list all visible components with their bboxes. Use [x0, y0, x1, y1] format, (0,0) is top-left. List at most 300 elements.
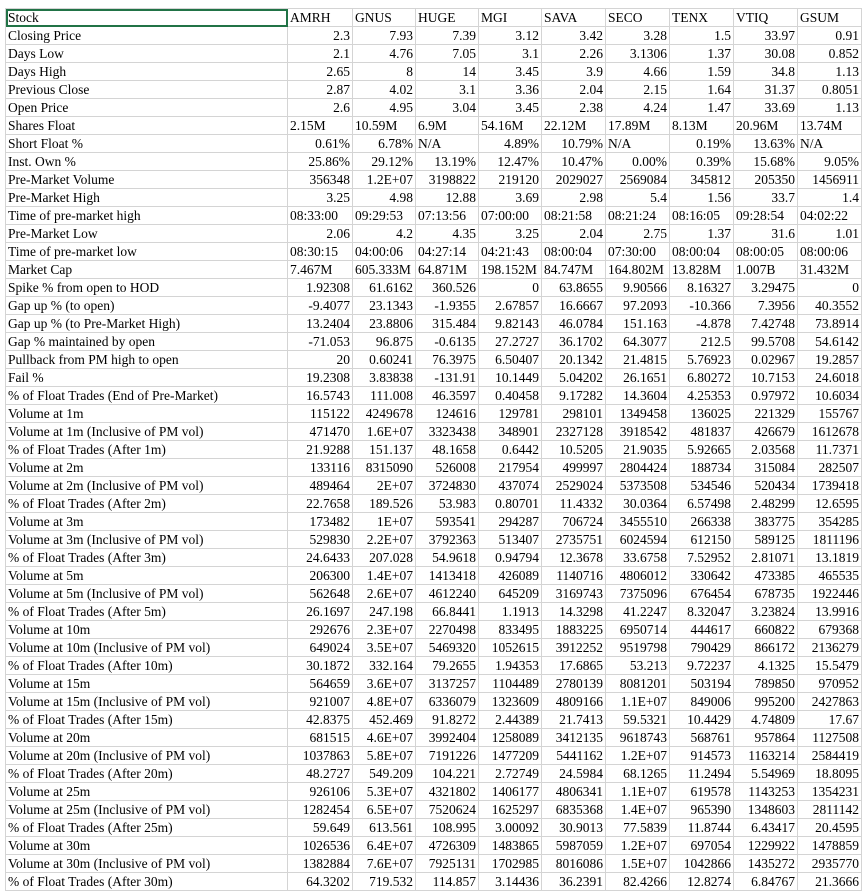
- value-cell[interactable]: 2.04: [542, 81, 606, 99]
- value-cell[interactable]: 84.747M: [542, 261, 606, 279]
- value-cell[interactable]: 5.8E+07: [353, 747, 416, 765]
- value-cell[interactable]: 04:02:22: [798, 207, 862, 225]
- value-cell[interactable]: 3198822: [416, 171, 479, 189]
- row-label-cell[interactable]: Gap up % (to Pre-Market High): [6, 315, 288, 333]
- value-cell[interactable]: 1042866: [670, 855, 734, 873]
- value-cell[interactable]: 4.35: [416, 225, 479, 243]
- value-cell[interactable]: 20.1342: [542, 351, 606, 369]
- value-cell[interactable]: 2270498: [416, 621, 479, 639]
- header-cell-ticker[interactable]: MGI: [479, 9, 542, 27]
- value-cell[interactable]: 3.83838: [353, 369, 416, 387]
- value-cell[interactable]: 1.94353: [479, 657, 542, 675]
- value-cell[interactable]: 7925131: [416, 855, 479, 873]
- value-cell[interactable]: 08:00:06: [798, 243, 862, 261]
- value-cell[interactable]: 2.26: [542, 45, 606, 63]
- value-cell[interactable]: 849006: [670, 693, 734, 711]
- value-cell[interactable]: 4.25353: [670, 387, 734, 405]
- value-cell[interactable]: 1E+07: [353, 513, 416, 531]
- value-cell[interactable]: 676454: [670, 585, 734, 603]
- value-cell[interactable]: 1354231: [798, 783, 862, 801]
- value-cell[interactable]: 7.3956: [734, 297, 798, 315]
- row-label-cell[interactable]: Shares Float: [6, 117, 288, 135]
- row-label-cell[interactable]: Inst. Own %: [6, 153, 288, 171]
- value-cell[interactable]: 19.2857: [798, 351, 862, 369]
- value-cell[interactable]: 444617: [670, 621, 734, 639]
- row-label-cell[interactable]: Volume at 1m: [6, 405, 288, 423]
- value-cell[interactable]: 3323438: [416, 423, 479, 441]
- value-cell[interactable]: 20.96M: [734, 117, 798, 135]
- value-cell[interactable]: 1026536: [288, 837, 353, 855]
- value-cell[interactable]: 48.2727: [288, 765, 353, 783]
- value-cell[interactable]: 23.8806: [353, 315, 416, 333]
- value-cell[interactable]: 13.2404: [288, 315, 353, 333]
- value-cell[interactable]: 2.87: [288, 81, 353, 99]
- value-cell[interactable]: 926106: [288, 783, 353, 801]
- value-cell[interactable]: 54.9618: [416, 549, 479, 567]
- value-cell[interactable]: 471470: [288, 423, 353, 441]
- value-cell[interactable]: 2.48299: [734, 495, 798, 513]
- value-cell[interactable]: 3.29475: [734, 279, 798, 297]
- value-cell[interactable]: 1282454: [288, 801, 353, 819]
- value-cell[interactable]: 16.5743: [288, 387, 353, 405]
- value-cell[interactable]: 48.1658: [416, 441, 479, 459]
- value-cell[interactable]: 3.25: [479, 225, 542, 243]
- value-cell[interactable]: 5.54969: [734, 765, 798, 783]
- value-cell[interactable]: 12.88: [416, 189, 479, 207]
- value-cell[interactable]: 1.13: [798, 63, 862, 81]
- row-label-cell[interactable]: % of Float Trades (After 15m): [6, 711, 288, 729]
- value-cell[interactable]: 4.66: [606, 63, 670, 81]
- value-cell[interactable]: 212.5: [670, 333, 734, 351]
- value-cell[interactable]: 1702985: [479, 855, 542, 873]
- value-cell[interactable]: 79.2655: [416, 657, 479, 675]
- value-cell[interactable]: -131.91: [416, 369, 479, 387]
- value-cell[interactable]: 513407: [479, 531, 542, 549]
- value-cell[interactable]: 520434: [734, 477, 798, 495]
- value-cell[interactable]: 330642: [670, 567, 734, 585]
- value-cell[interactable]: 7.42748: [734, 315, 798, 333]
- value-cell[interactable]: 1229922: [734, 837, 798, 855]
- value-cell[interactable]: 7.39: [416, 27, 479, 45]
- value-cell[interactable]: 7.52952: [670, 549, 734, 567]
- value-cell[interactable]: 53.213: [606, 657, 670, 675]
- value-cell[interactable]: 7.05: [416, 45, 479, 63]
- value-cell[interactable]: 6.57498: [670, 495, 734, 513]
- value-cell[interactable]: 10.4429: [670, 711, 734, 729]
- value-cell[interactable]: 3.45: [479, 99, 542, 117]
- value-cell[interactable]: 7.6E+07: [353, 855, 416, 873]
- value-cell[interactable]: 8.16327: [670, 279, 734, 297]
- value-cell[interactable]: 2.81071: [734, 549, 798, 567]
- value-cell[interactable]: 5.76923: [670, 351, 734, 369]
- value-cell[interactable]: 3.69: [479, 189, 542, 207]
- value-cell[interactable]: 9.72237: [670, 657, 734, 675]
- row-label-cell[interactable]: % of Float Trades (After 2m): [6, 495, 288, 513]
- value-cell[interactable]: 5469320: [416, 639, 479, 657]
- value-cell[interactable]: 2E+07: [353, 477, 416, 495]
- row-label-cell[interactable]: Volume at 3m (Inclusive of PM vol): [6, 531, 288, 549]
- value-cell[interactable]: 6.4E+07: [353, 837, 416, 855]
- value-cell[interactable]: 298101: [542, 405, 606, 423]
- value-cell[interactable]: 104.221: [416, 765, 479, 783]
- value-cell[interactable]: 155767: [798, 405, 862, 423]
- value-cell[interactable]: 4.95: [353, 99, 416, 117]
- value-cell[interactable]: 20.4595: [798, 819, 862, 837]
- row-label-cell[interactable]: Closing Price: [6, 27, 288, 45]
- value-cell[interactable]: 3.9: [542, 63, 606, 81]
- value-cell[interactable]: 354285: [798, 513, 862, 531]
- value-cell[interactable]: 1483865: [479, 837, 542, 855]
- row-label-cell[interactable]: Volume at 2m (Inclusive of PM vol): [6, 477, 288, 495]
- value-cell[interactable]: 91.8272: [416, 711, 479, 729]
- value-cell[interactable]: 645209: [479, 585, 542, 603]
- value-cell[interactable]: 473385: [734, 567, 798, 585]
- row-label-cell[interactable]: Volume at 5m: [6, 567, 288, 585]
- value-cell[interactable]: 21.9035: [606, 441, 670, 459]
- row-label-cell[interactable]: Gap % maintained by open: [6, 333, 288, 351]
- value-cell[interactable]: 1.2E+07: [606, 747, 670, 765]
- value-cell[interactable]: 8016086: [542, 855, 606, 873]
- row-label-cell[interactable]: Time of pre-market low: [6, 243, 288, 261]
- value-cell[interactable]: 12.6595: [798, 495, 862, 513]
- value-cell[interactable]: 3792363: [416, 531, 479, 549]
- value-cell[interactable]: 09:28:54: [734, 207, 798, 225]
- value-cell[interactable]: 1.5E+07: [606, 855, 670, 873]
- value-cell[interactable]: 2.38: [542, 99, 606, 117]
- value-cell[interactable]: 660822: [734, 621, 798, 639]
- value-cell[interactable]: 5.4: [606, 189, 670, 207]
- value-cell[interactable]: 3.04: [416, 99, 479, 117]
- value-cell[interactable]: 66.8441: [416, 603, 479, 621]
- value-cell[interactable]: 549.209: [353, 765, 416, 783]
- value-cell[interactable]: 2.65: [288, 63, 353, 81]
- value-cell[interactable]: 2.6: [288, 99, 353, 117]
- row-label-cell[interactable]: Volume at 25m (Inclusive of PM vol): [6, 801, 288, 819]
- value-cell[interactable]: 1.64: [670, 81, 734, 99]
- value-cell[interactable]: 1.01: [798, 225, 862, 243]
- value-cell[interactable]: 20: [288, 351, 353, 369]
- value-cell[interactable]: 68.1265: [606, 765, 670, 783]
- value-cell[interactable]: 1258089: [479, 729, 542, 747]
- value-cell[interactable]: 526008: [416, 459, 479, 477]
- value-cell[interactable]: 481837: [670, 423, 734, 441]
- value-cell[interactable]: -1.9355: [416, 297, 479, 315]
- value-cell[interactable]: 2.06: [288, 225, 353, 243]
- value-cell[interactable]: 13.9916: [798, 603, 862, 621]
- value-cell[interactable]: 07:00:00: [479, 207, 542, 225]
- value-cell[interactable]: 3.5E+07: [353, 639, 416, 657]
- value-cell[interactable]: 34.8: [734, 63, 798, 81]
- value-cell[interactable]: 7375096: [606, 585, 670, 603]
- value-cell[interactable]: 965390: [670, 801, 734, 819]
- value-cell[interactable]: 46.0784: [542, 315, 606, 333]
- value-cell[interactable]: 21.9288: [288, 441, 353, 459]
- value-cell[interactable]: 315.484: [416, 315, 479, 333]
- value-cell[interactable]: 534546: [670, 477, 734, 495]
- value-cell[interactable]: 30.08: [734, 45, 798, 63]
- row-label-cell[interactable]: Volume at 5m (Inclusive of PM vol): [6, 585, 288, 603]
- value-cell[interactable]: 678735: [734, 585, 798, 603]
- value-cell[interactable]: 2.6E+07: [353, 585, 416, 603]
- value-cell[interactable]: 25.86%: [288, 153, 353, 171]
- row-label-cell[interactable]: Volume at 1m (Inclusive of PM vol): [6, 423, 288, 441]
- value-cell[interactable]: 282507: [798, 459, 862, 477]
- value-cell[interactable]: 2.3E+07: [353, 621, 416, 639]
- value-cell[interactable]: 31.432M: [798, 261, 862, 279]
- value-cell[interactable]: 2.2E+07: [353, 531, 416, 549]
- row-label-cell[interactable]: Open Price: [6, 99, 288, 117]
- value-cell[interactable]: 1.2E+07: [606, 837, 670, 855]
- value-cell[interactable]: 17.6865: [542, 657, 606, 675]
- value-cell[interactable]: 82.4266: [606, 873, 670, 891]
- value-cell[interactable]: 4806341: [542, 783, 606, 801]
- row-label-cell[interactable]: % of Float Trades (After 3m): [6, 549, 288, 567]
- header-cell-ticker[interactable]: SECO: [606, 9, 670, 27]
- value-cell[interactable]: 356348: [288, 171, 353, 189]
- value-cell[interactable]: 04:27:14: [416, 243, 479, 261]
- value-cell[interactable]: 0.80701: [479, 495, 542, 513]
- value-cell[interactable]: 4.1325: [734, 657, 798, 675]
- value-cell[interactable]: 1413418: [416, 567, 479, 585]
- value-cell[interactable]: 1349458: [606, 405, 670, 423]
- value-cell[interactable]: 64.3077: [606, 333, 670, 351]
- value-cell[interactable]: 0: [479, 279, 542, 297]
- value-cell[interactable]: 31.37: [734, 81, 798, 99]
- row-label-cell[interactable]: Volume at 20m (Inclusive of PM vol): [6, 747, 288, 765]
- value-cell[interactable]: 3992404: [416, 729, 479, 747]
- value-cell[interactable]: 1406177: [479, 783, 542, 801]
- value-cell[interactable]: 1.2E+07: [353, 171, 416, 189]
- header-cell-ticker[interactable]: GNUS: [353, 9, 416, 27]
- value-cell[interactable]: 24.6433: [288, 549, 353, 567]
- value-cell[interactable]: 3412135: [542, 729, 606, 747]
- value-cell[interactable]: 613.561: [353, 819, 416, 837]
- value-cell[interactable]: 4.98: [353, 189, 416, 207]
- value-cell[interactable]: 2427863: [798, 693, 862, 711]
- row-label-cell[interactable]: Spike % from open to HOD: [6, 279, 288, 297]
- value-cell[interactable]: 189.526: [353, 495, 416, 513]
- value-cell[interactable]: 7191226: [416, 747, 479, 765]
- value-cell[interactable]: 2.3: [288, 27, 353, 45]
- row-label-cell[interactable]: % of Float Trades (After 10m): [6, 657, 288, 675]
- value-cell[interactable]: 59.649: [288, 819, 353, 837]
- value-cell[interactable]: 22.12M: [542, 117, 606, 135]
- row-label-cell[interactable]: Volume at 30m: [6, 837, 288, 855]
- value-cell[interactable]: 2.1: [288, 45, 353, 63]
- value-cell[interactable]: 08:00:04: [542, 243, 606, 261]
- value-cell[interactable]: N/A: [798, 135, 862, 153]
- value-cell[interactable]: 503194: [670, 675, 734, 693]
- value-cell[interactable]: 36.2391: [542, 873, 606, 891]
- value-cell[interactable]: 1456911: [798, 171, 862, 189]
- value-cell[interactable]: 08:33:00: [288, 207, 353, 225]
- header-cell-ticker[interactable]: HUGE: [416, 9, 479, 27]
- value-cell[interactable]: 0.40458: [479, 387, 542, 405]
- value-cell[interactable]: 198.152M: [479, 261, 542, 279]
- value-cell[interactable]: 3.6E+07: [353, 675, 416, 693]
- value-cell[interactable]: 7520624: [416, 801, 479, 819]
- value-cell[interactable]: 64.3202: [288, 873, 353, 891]
- value-cell[interactable]: 19.2308: [288, 369, 353, 387]
- value-cell[interactable]: 2.67857: [479, 297, 542, 315]
- value-cell[interactable]: 2569084: [606, 171, 670, 189]
- value-cell[interactable]: 0.61%: [288, 135, 353, 153]
- value-cell[interactable]: 1037863: [288, 747, 353, 765]
- value-cell[interactable]: 188734: [670, 459, 734, 477]
- value-cell[interactable]: 10.1449: [479, 369, 542, 387]
- value-cell[interactable]: 11.2494: [670, 765, 734, 783]
- value-cell[interactable]: 3912252: [542, 639, 606, 657]
- value-cell[interactable]: 17.67: [798, 711, 862, 729]
- value-cell[interactable]: 1127508: [798, 729, 862, 747]
- value-cell[interactable]: 0.00%: [606, 153, 670, 171]
- value-cell[interactable]: 64.871M: [416, 261, 479, 279]
- value-cell[interactable]: 2.98: [542, 189, 606, 207]
- value-cell[interactable]: 108.995: [416, 819, 479, 837]
- row-label-cell[interactable]: Pullback from PM high to open: [6, 351, 288, 369]
- value-cell[interactable]: 18.8095: [798, 765, 862, 783]
- value-cell[interactable]: 1.4E+07: [606, 801, 670, 819]
- value-cell[interactable]: 957864: [734, 729, 798, 747]
- value-cell[interactable]: 294287: [479, 513, 542, 531]
- row-label-cell[interactable]: Volume at 2m: [6, 459, 288, 477]
- value-cell[interactable]: 31.6: [734, 225, 798, 243]
- value-cell[interactable]: 16.6667: [542, 297, 606, 315]
- value-cell[interactable]: 33.69: [734, 99, 798, 117]
- value-cell[interactable]: 1.56: [670, 189, 734, 207]
- value-cell[interactable]: 360.526: [416, 279, 479, 297]
- value-cell[interactable]: N/A: [416, 135, 479, 153]
- value-cell[interactable]: 206300: [288, 567, 353, 585]
- value-cell[interactable]: 22.7658: [288, 495, 353, 513]
- value-cell[interactable]: 6835368: [542, 801, 606, 819]
- value-cell[interactable]: 14.3298: [542, 603, 606, 621]
- value-cell[interactable]: 4612240: [416, 585, 479, 603]
- value-cell[interactable]: 4806012: [606, 567, 670, 585]
- value-cell[interactable]: 1922446: [798, 585, 862, 603]
- value-cell[interactable]: 08:21:58: [542, 207, 606, 225]
- value-cell[interactable]: 0.02967: [734, 351, 798, 369]
- value-cell[interactable]: 2584419: [798, 747, 862, 765]
- value-cell[interactable]: 1612678: [798, 423, 862, 441]
- value-cell[interactable]: 3724830: [416, 477, 479, 495]
- value-cell[interactable]: -4.878: [670, 315, 734, 333]
- value-cell[interactable]: 6.80272: [670, 369, 734, 387]
- value-cell[interactable]: 13.19%: [416, 153, 479, 171]
- value-cell[interactable]: 3.28: [606, 27, 670, 45]
- value-cell[interactable]: 07:30:00: [606, 243, 670, 261]
- value-cell[interactable]: 1.6E+07: [353, 423, 416, 441]
- value-cell[interactable]: 6336079: [416, 693, 479, 711]
- value-cell[interactable]: 529830: [288, 531, 353, 549]
- value-cell[interactable]: 914573: [670, 747, 734, 765]
- value-cell[interactable]: 21.4815: [606, 351, 670, 369]
- value-cell[interactable]: 1382884: [288, 855, 353, 873]
- value-cell[interactable]: 1.4: [798, 189, 862, 207]
- value-cell[interactable]: 24.6018: [798, 369, 862, 387]
- value-cell[interactable]: 76.3975: [416, 351, 479, 369]
- value-cell[interactable]: 437074: [479, 477, 542, 495]
- value-cell[interactable]: 5441162: [542, 747, 606, 765]
- value-cell[interactable]: 2136279: [798, 639, 862, 657]
- value-cell[interactable]: 27.2727: [479, 333, 542, 351]
- value-cell[interactable]: 1.4E+07: [353, 567, 416, 585]
- row-label-cell[interactable]: Volume at 30m (Inclusive of PM vol): [6, 855, 288, 873]
- row-label-cell[interactable]: % of Float Trades (After 30m): [6, 873, 288, 891]
- value-cell[interactable]: 1883225: [542, 621, 606, 639]
- value-cell[interactable]: 115122: [288, 405, 353, 423]
- value-cell[interactable]: 11.8744: [670, 819, 734, 837]
- header-cell-ticker[interactable]: GSUM: [798, 9, 862, 27]
- value-cell[interactable]: 4.8E+07: [353, 693, 416, 711]
- value-cell[interactable]: 465535: [798, 567, 862, 585]
- value-cell[interactable]: 3.23824: [734, 603, 798, 621]
- value-cell[interactable]: 3.25: [288, 189, 353, 207]
- value-cell[interactable]: 649024: [288, 639, 353, 657]
- value-cell[interactable]: 08:30:15: [288, 243, 353, 261]
- value-cell[interactable]: 9519798: [606, 639, 670, 657]
- row-label-cell[interactable]: Pre-Market Volume: [6, 171, 288, 189]
- value-cell[interactable]: 426089: [479, 567, 542, 585]
- value-cell[interactable]: 1163214: [734, 747, 798, 765]
- value-cell[interactable]: 4726309: [416, 837, 479, 855]
- value-cell[interactable]: 63.8655: [542, 279, 606, 297]
- value-cell[interactable]: 30.9013: [542, 819, 606, 837]
- value-cell[interactable]: 11.4332: [542, 495, 606, 513]
- row-label-cell[interactable]: Days Low: [6, 45, 288, 63]
- value-cell[interactable]: 136025: [670, 405, 734, 423]
- value-cell[interactable]: 3.1: [416, 81, 479, 99]
- value-cell[interactable]: 13.74M: [798, 117, 862, 135]
- value-cell[interactable]: 612150: [670, 531, 734, 549]
- row-label-cell[interactable]: Fail %: [6, 369, 288, 387]
- value-cell[interactable]: 26.1697: [288, 603, 353, 621]
- value-cell[interactable]: 4.74809: [734, 711, 798, 729]
- value-cell[interactable]: 2935770: [798, 855, 862, 873]
- value-cell[interactable]: 2804424: [606, 459, 670, 477]
- row-label-cell[interactable]: Volume at 15m (Inclusive of PM vol): [6, 693, 288, 711]
- value-cell[interactable]: 4.2: [353, 225, 416, 243]
- value-cell[interactable]: 2.15M: [288, 117, 353, 135]
- value-cell[interactable]: 2811142: [798, 801, 862, 819]
- value-cell[interactable]: 0.97972: [734, 387, 798, 405]
- value-cell[interactable]: 221329: [734, 405, 798, 423]
- value-cell[interactable]: 111.008: [353, 387, 416, 405]
- value-cell[interactable]: 54.16M: [479, 117, 542, 135]
- value-cell[interactable]: 719.532: [353, 873, 416, 891]
- value-cell[interactable]: 13.828M: [670, 261, 734, 279]
- value-cell[interactable]: 08:21:24: [606, 207, 670, 225]
- row-label-cell[interactable]: Previous Close: [6, 81, 288, 99]
- value-cell[interactable]: 1.5: [670, 27, 734, 45]
- value-cell[interactable]: 129781: [479, 405, 542, 423]
- value-cell[interactable]: 14.3604: [606, 387, 670, 405]
- value-cell[interactable]: 0.19%: [670, 135, 734, 153]
- value-cell[interactable]: 10.5205: [542, 441, 606, 459]
- value-cell[interactable]: 3918542: [606, 423, 670, 441]
- value-cell[interactable]: 9.05%: [798, 153, 862, 171]
- value-cell[interactable]: 3.1306: [606, 45, 670, 63]
- value-cell[interactable]: 7.93: [353, 27, 416, 45]
- value-cell[interactable]: 5.3E+07: [353, 783, 416, 801]
- value-cell[interactable]: 619578: [670, 783, 734, 801]
- value-cell[interactable]: 42.8375: [288, 711, 353, 729]
- value-cell[interactable]: 96.875: [353, 333, 416, 351]
- row-label-cell[interactable]: Volume at 3m: [6, 513, 288, 531]
- value-cell[interactable]: 164.802M: [606, 261, 670, 279]
- value-cell[interactable]: 41.2247: [606, 603, 670, 621]
- value-cell[interactable]: 09:29:53: [353, 207, 416, 225]
